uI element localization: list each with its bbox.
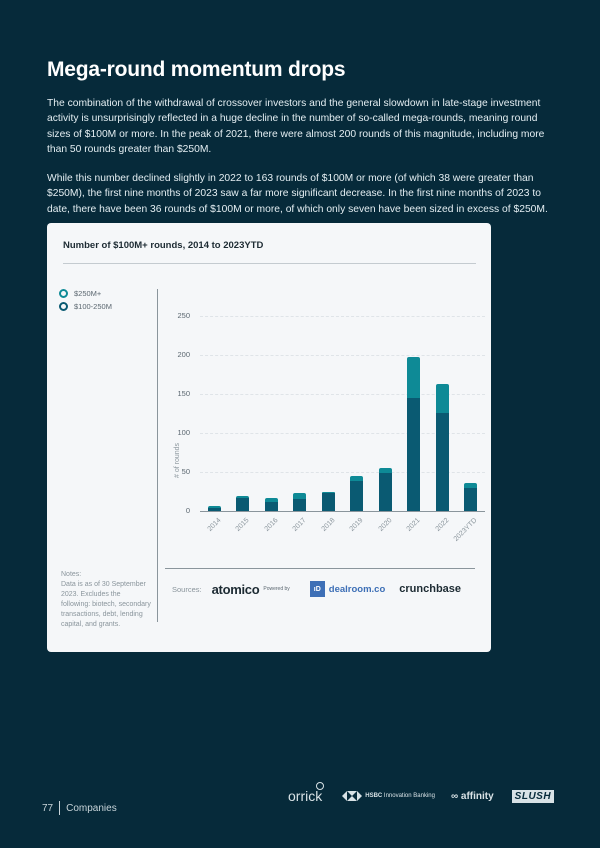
chart-card [47, 223, 491, 652]
legend-label: $250M+ [74, 289, 102, 298]
y-tick-label: 100 [177, 428, 190, 437]
x-tick-label: 2020 [377, 517, 394, 533]
crunchbase-logo: crunchbase [399, 583, 462, 595]
legend-label: $100-250M [74, 302, 112, 311]
y-tick-label: 0 [185, 506, 190, 515]
dealroom-icon: ıD [310, 581, 325, 597]
bar-2016 [265, 498, 278, 511]
paragraph-1: The combination of the withdrawal of crossover investors and the general slowdown in late-stage investment activity is unsurprisingly reflected in a huge decline in the number of so-called mega-rounds, meaning round sizes of $100M or more. In the peak of 2021, there were almost 200 rounds of this magnitude, including more than 50 rounds greater than $250M. [47, 98, 545, 155]
bar-segment-100-250 [293, 499, 306, 511]
bar-segment-100-250 [208, 508, 221, 511]
bar-2021 [407, 357, 420, 511]
y-tick-label: 250 [177, 311, 190, 320]
bar-segment-100-250 [265, 502, 278, 511]
hsbc-hexagon-icon [342, 791, 362, 801]
x-tick-label: 2021 [405, 517, 422, 533]
bar-segment-100-250 [407, 398, 420, 511]
chart-title: Number of $100M+ rounds, 2014 to 2023YTD [63, 240, 264, 251]
footer-separator [59, 801, 60, 815]
bar-2014 [208, 506, 221, 511]
bar-2018 [322, 492, 335, 511]
orrick-circle-icon [316, 782, 324, 790]
title-divider [63, 263, 476, 264]
legend-dot-icon [59, 289, 68, 298]
gridline [200, 316, 485, 317]
sources-row [172, 581, 461, 597]
x-tick-label: 2019 [348, 517, 365, 533]
sources-label: Sources: [172, 584, 202, 594]
y-tick-label: 50 [181, 467, 190, 476]
bar-segment-250-plus [407, 357, 420, 398]
legend-item-100-250 [59, 300, 112, 313]
bar-segment-100-250 [350, 481, 363, 511]
bar-segment-100-250 [436, 413, 449, 511]
bar-segment-100-250 [236, 498, 249, 511]
powered-by-label: Powered by [263, 586, 290, 592]
legend-divider [157, 289, 158, 622]
x-tick-label: 2014 [206, 517, 223, 533]
bar-2022 [436, 384, 449, 511]
atomico-logo: atomico [211, 581, 260, 597]
body-text [47, 96, 557, 231]
x-tick-label: 2017 [291, 517, 308, 533]
gridline [200, 355, 485, 356]
paragraph-2: While this number declined slightly in 2022 to 163 rounds of $100M or more (of which 38 were greater than $250M), the first nine months of 2023 saw a far more significant decrease. In the first nine months of 2023 to date, there have been 36 rounds of $100M or more, of which only seven have been sized in excess of $250M. [47, 173, 548, 215]
y-tick-label: 150 [177, 389, 190, 398]
x-tick-label: 2015 [234, 517, 251, 533]
orrick-logo: orrick [288, 788, 322, 804]
partner-logos [288, 788, 554, 804]
bar-segment-100-250 [379, 473, 392, 511]
legend-dot-icon [59, 302, 68, 311]
bar-2015 [236, 496, 249, 511]
x-axis-line [200, 511, 485, 512]
chart-notes: Notes: Data is as of 30 September 2023. Excludes the following: biotech, secondary transactions, debt, lending capital, and grants. [61, 571, 151, 628]
bar-2019 [350, 476, 363, 511]
legend-item-250-plus [59, 287, 112, 300]
bar-segment-100-250 [322, 493, 335, 511]
slush-logo: SLUSH [512, 790, 554, 803]
affinity-logo: ∞ affinity [450, 790, 494, 802]
chart-legend [59, 287, 112, 313]
y-tick-label: 200 [177, 350, 190, 359]
section-name: Companies [66, 802, 117, 814]
page-title: Mega-round momentum drops [47, 58, 346, 81]
bar-chart [160, 293, 490, 553]
x-tick-label: 2016 [263, 517, 280, 533]
bar-2017 [293, 493, 306, 511]
page-number: 77 [42, 802, 54, 814]
sources-divider [165, 568, 475, 569]
bar-segment-100-250 [464, 488, 477, 511]
x-tick-label: 2022 [434, 517, 451, 533]
y-axis-label: # of rounds [174, 442, 181, 478]
x-tick-label: 2018 [320, 517, 337, 533]
page-footer [42, 801, 117, 815]
hsbc-logo: HSBC Innovation Banking [365, 793, 435, 799]
affinity-icon: ∞ [450, 790, 459, 802]
bar-2023YTD [464, 483, 477, 511]
bar-segment-250-plus [436, 384, 449, 414]
x-tick-label: 2023YTD [452, 517, 479, 543]
bar-2020 [379, 468, 392, 511]
dealroom-logo: dealroom.co [328, 583, 386, 595]
